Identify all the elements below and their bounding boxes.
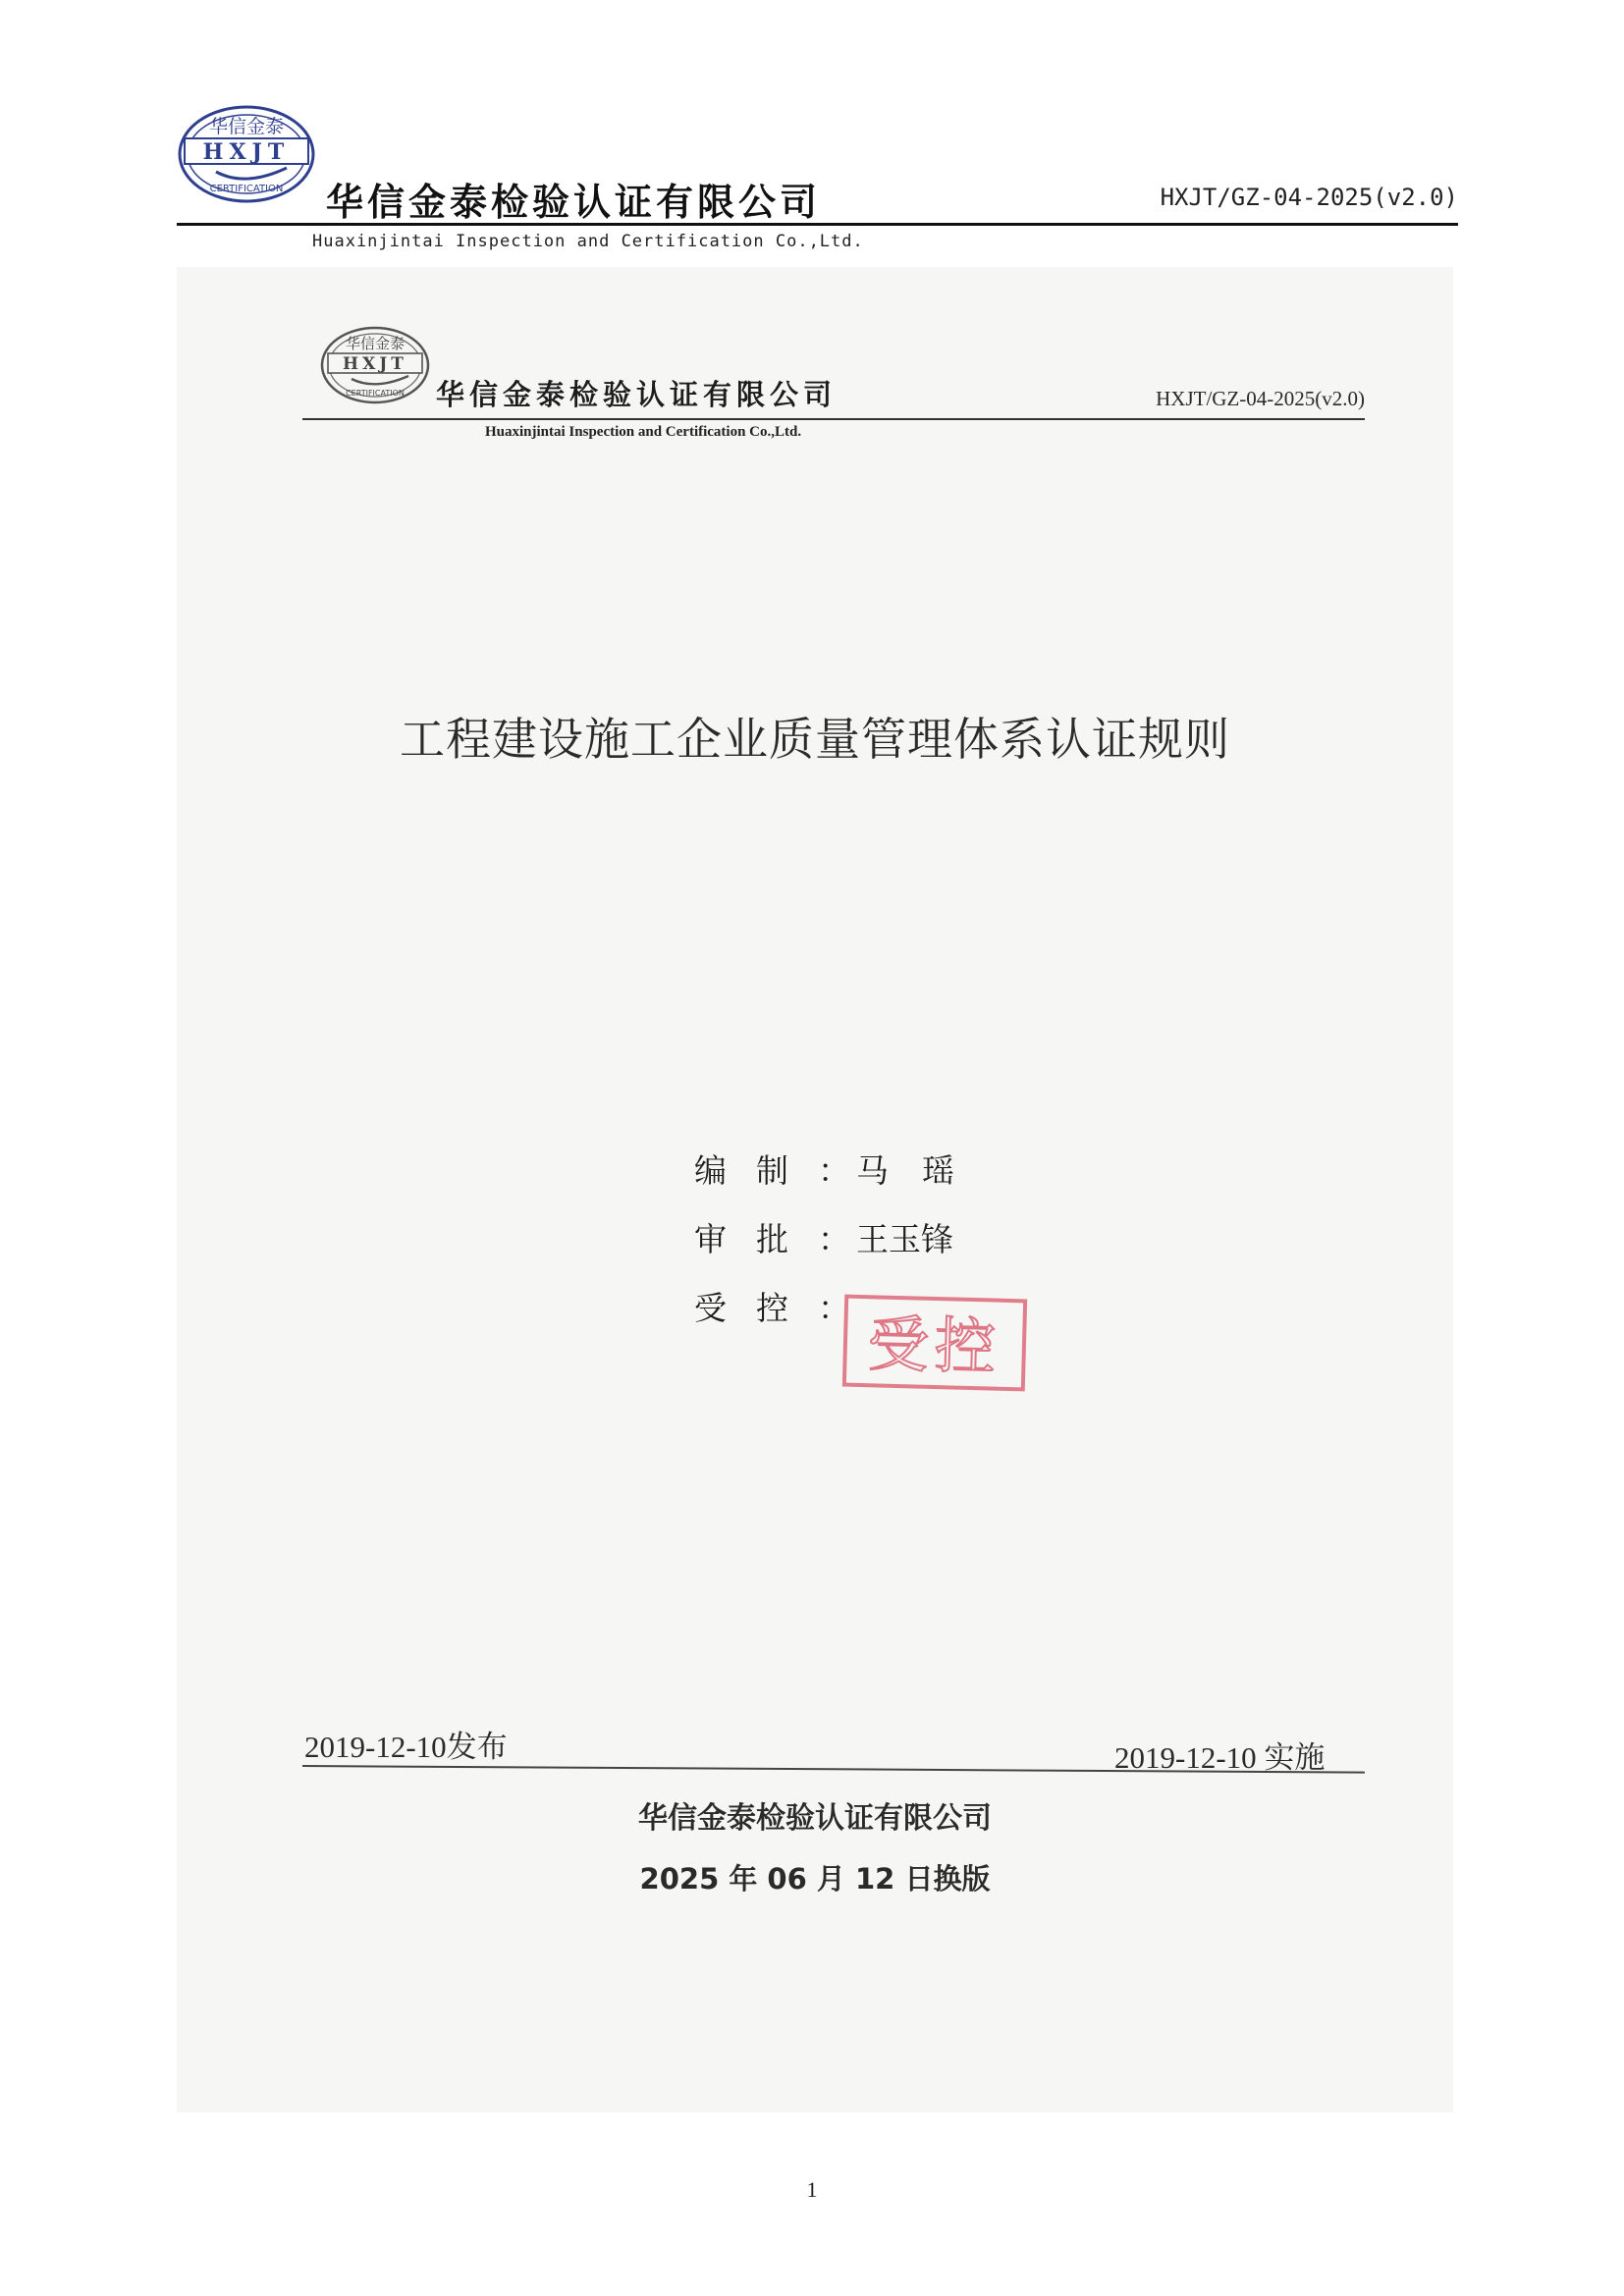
scan-document-code: HXJT/GZ-04-2025(v2.0) (1156, 387, 1365, 410)
scan-company-name-english: Huaxinjintai Inspection and Certification Co.,Ltd. (485, 424, 802, 440)
scan-header-divider (302, 418, 1365, 420)
scan-company-name: 华信金泰检验认证有限公司 (436, 378, 838, 411)
company-logo (177, 103, 316, 205)
issuing-company: 华信金泰检验认证有限公司 (638, 1801, 992, 1836)
scan-logo-text-mid: HXJT (343, 354, 407, 374)
page-number: 1 (806, 2177, 818, 2202)
company-name: 华信金泰检验认证有限公司 (326, 180, 822, 224)
approved-by-value: 王玉锋 (856, 1220, 953, 1258)
document-title: 工程建设施工企业质量管理体系认证规则 (400, 713, 1230, 766)
compiled-by-value: 马瑶 (856, 1151, 988, 1190)
scan-company-logo (320, 324, 430, 406)
issue-date: 2019-12-10发布 (304, 1730, 508, 1764)
scanned-cover-page (177, 267, 1453, 2112)
effective-date: 2019-12-10 实施 (1114, 1740, 1326, 1775)
logo-text-bottom: CERTIFICATION (209, 184, 284, 194)
scan-logo-text-bottom: CERTIFICATION (346, 389, 405, 398)
scan-header (302, 324, 1365, 442)
header-divider (177, 223, 1458, 226)
company-name-english: Huaxinjintai Inspection and Certification Co.,Ltd. (312, 232, 864, 251)
compiled-by-label: 编制： (694, 1151, 880, 1190)
approved-by-row (694, 1214, 1185, 1283)
controlled-stamp (841, 1294, 1028, 1393)
stamp-text: 受控 (866, 1308, 1002, 1383)
controlled-label: 受控： (694, 1289, 880, 1327)
logo-text-mid: HXJT (202, 139, 291, 165)
reissue-date: 2025 年 06 月 12 日换版 (639, 1862, 991, 1896)
approved-by-label: 审批： (694, 1220, 880, 1258)
document-code: HXJT/GZ-04-2025(v2.0) (1160, 184, 1458, 211)
scan-logo-text-top: 华信金泰 (345, 335, 406, 352)
page-header (177, 103, 1458, 260)
compiled-by-row (694, 1146, 1185, 1214)
logo-text-top: 华信金泰 (208, 116, 285, 137)
